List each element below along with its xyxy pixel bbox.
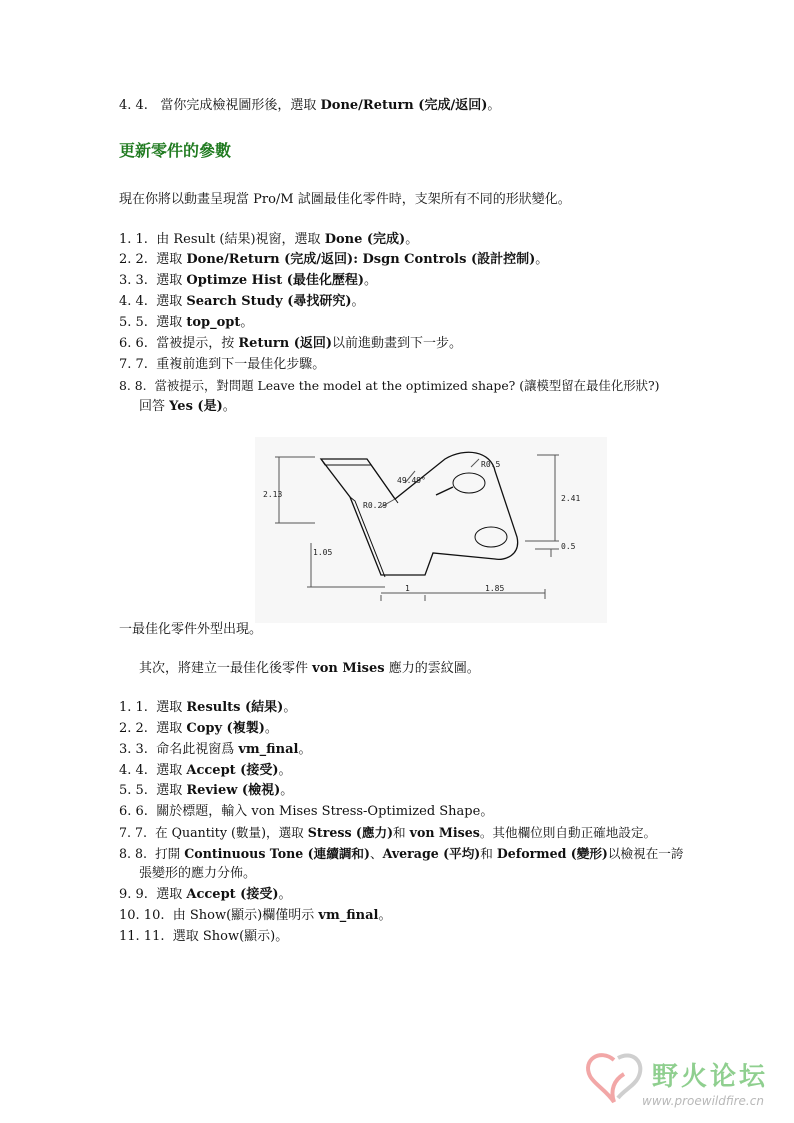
dim-label: 1.85	[485, 584, 505, 593]
watermark-logo-icon	[580, 1050, 650, 1114]
para-2: 其次，將建立一最佳化後零件 von Mises 應力的雲紋圖。	[139, 661, 480, 676]
step-command: Done/Return (完成/返回)	[320, 98, 488, 113]
watermark-title: 野火论坛	[652, 1062, 769, 1092]
step-1-3: 3. 3. 選取 Optimze Hist (最佳化歷程)。	[119, 273, 378, 288]
step-2-8-cont: 張變形的應力分佈。	[139, 866, 257, 881]
watermark	[580, 1050, 780, 1120]
step-2-9: 9. 9. 選取 Accept (接受)。	[119, 887, 292, 902]
step-2-4: 4. 4. 選取 Accept (接受)。	[119, 763, 292, 778]
dim-label: 0.5	[561, 542, 576, 551]
step-2-7: 7. 7. 在 Quantity (數量)，選取 Stress (應力)和 von Mises。其他欄位則自動正確地設定。	[119, 825, 657, 840]
angle-label: 49.49°	[397, 476, 426, 485]
step-2-2: 2. 2. 選取 Copy (複製)。	[119, 721, 278, 736]
step-1-8-cont: 回答 Yes (是)。	[139, 399, 236, 414]
step-2-8: 8. 8. 打開 Continuous Tone (連續調和)、Average (平均)和 Deformed (變形)以檢視在一誇	[119, 846, 684, 861]
bracket-drawing	[255, 437, 607, 623]
step-1-1: 1. 1. 由 Result (結果)視窗，選取 Done (完成)。	[119, 232, 419, 247]
step-1-6: 6. 6. 當被提示，按 Return (返回)以前進動畫到下一步。	[119, 336, 463, 351]
step-2-11: 11. 11. 選取 Show(顯示)。	[119, 929, 289, 944]
radius-label: R0.5	[481, 460, 501, 469]
step-1-4: 4. 4. 選取 Search Study (尋找研究)。	[119, 294, 365, 309]
step-1-8: 8. 8. 當被提示，對問題 Leave the model at the optimized shape? (讓模型留在最佳化形狀?)	[119, 378, 660, 393]
dim-label: 1	[405, 584, 410, 593]
dim-label: 2.13	[263, 490, 283, 499]
step-text: 當你完成檢視圖形後，選取	[160, 98, 317, 113]
step-1-7: 7. 7. 重複前進到下一最佳化步驟。	[119, 357, 326, 372]
step-2-5: 5. 5. 選取 Review (檢視)。	[119, 783, 294, 798]
intro-paragraph: 現在你將以動畫呈現當 Pro/M 試圖最佳化零件時，支架所有不同的形狀變化。	[119, 192, 571, 207]
dim-label: 1.05	[313, 548, 333, 557]
step-2-3: 3. 3. 命名此視窗爲 vm_final。	[119, 742, 312, 757]
step-number: 4. 4.	[119, 98, 148, 113]
step-1-2: 2. 2. 選取 Done/Return (完成/返回): Dsgn Controls (設計控制)。	[119, 252, 549, 267]
watermark-url: www.proewildfire.cn	[642, 1094, 764, 1108]
step-1-5: 5. 5. 選取 top_opt。	[119, 315, 254, 330]
step-top: 4. 4. 當你完成檢視圖形後，選取 Done/Return (完成/返回)。	[119, 98, 501, 113]
dim-label: 2.41	[561, 494, 581, 503]
figure-caption: 一最佳化零件外型出現。	[119, 622, 263, 637]
step-2-1: 1. 1. 選取 Results (結果)。	[119, 700, 297, 715]
step-2-6: 6. 6. 關於標題，輸入 von Mises Stress-Optimized Shape。	[119, 804, 494, 819]
step-2-10: 10. 10. 由 Show(顯示)欄僅明示 vm_final。	[119, 908, 392, 923]
section-heading: 更新零件的參數	[119, 141, 232, 160]
radius-label: R0.29	[363, 501, 388, 510]
